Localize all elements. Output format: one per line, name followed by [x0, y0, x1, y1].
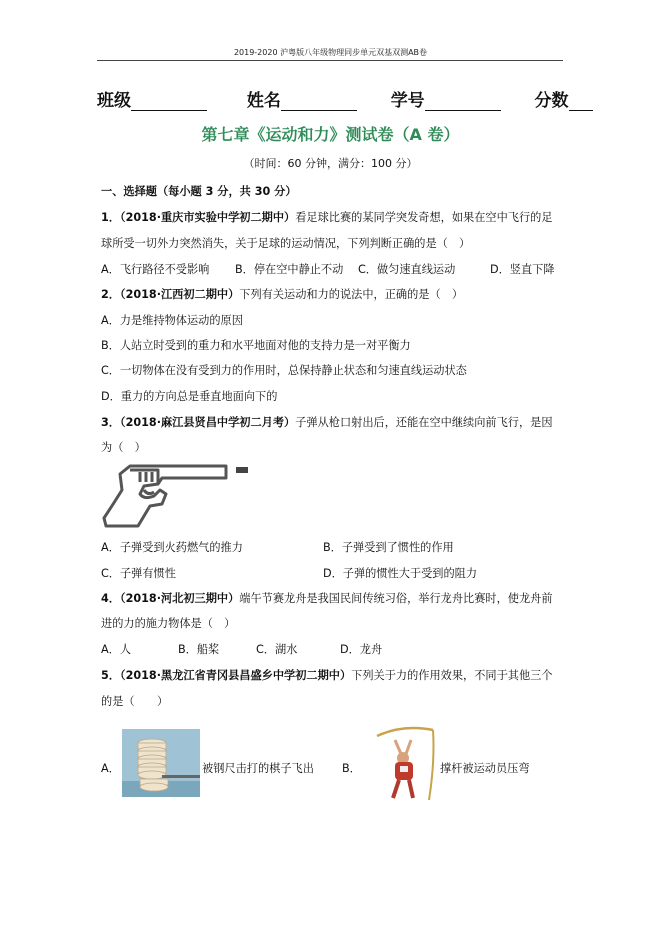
q4-option-a: A．人	[101, 643, 132, 656]
question-1-line1	[101, 209, 553, 225]
question-3-line1	[101, 414, 553, 430]
q5-option-b-text: 撑杆被运动员压弯	[440, 762, 530, 775]
question-1-line2: 球所受一切外力突然消失，关于足球的运动情况，下列判断正确的是（ ）	[101, 237, 471, 250]
q2-source: （2018·江西初二期中）	[119, 288, 240, 301]
q5-text1: 下列关于力的作用效果，不同于其他三个	[351, 669, 553, 682]
question-2-line1	[101, 286, 463, 302]
question-4-line1	[101, 590, 553, 606]
id-label: 学号	[390, 91, 425, 111]
q5-source: （2018·黑龙江省青冈县昌盛乡中学初二期中）	[119, 669, 352, 682]
q2-number: 2．	[101, 288, 120, 301]
q1-text1: 看足球比赛的某同学突发奇想，如果在空中飞行的足	[295, 211, 553, 224]
question-5-line2: 的是（ ）	[101, 695, 169, 708]
q2-option-a: A．力是维持物体运动的原因	[101, 314, 243, 327]
q2-option-b: B．人站立时受到的重力和水平地面对他的支持力是一对平衡力	[101, 339, 411, 352]
q4-number: 4．	[101, 592, 120, 605]
q5-option-b-letter: B．	[342, 762, 361, 775]
student-info-fields	[97, 86, 593, 111]
score-label: 分数	[534, 91, 569, 111]
q1-option-a: A．飞行路径不受影响	[101, 263, 210, 276]
q2-text1: 下列有关运动和力的说法中，正确的是（ ）	[239, 288, 464, 301]
q5-number: 5．	[101, 669, 120, 682]
section-heading: 一、选择题（每小题 3 分，共 30 分）	[101, 185, 297, 198]
class-blank	[131, 92, 207, 111]
q3-text1: 子弹从枪口射出后，还能在空中继续向前飞行，是因	[295, 416, 553, 429]
exam-subtitle: （时间：60 分钟，满分：100 分）	[243, 157, 418, 170]
chess-pieces-photo	[122, 729, 200, 797]
exam-title: 第七章《运动和力》测试卷（A 卷）	[201, 125, 460, 144]
question-3-line2: 为（ ）	[101, 441, 146, 454]
score-blank	[569, 92, 593, 111]
q5-option-a-text: 被钢尺击打的棋子飞出	[202, 762, 314, 775]
q2-option-d: D．重力的方向总是垂直地面向下的	[101, 390, 278, 403]
q3-option-a: A．子弹受到火药燃气的推力	[101, 541, 243, 554]
q3-source: （2018·麻江县贤昌中学初二月考）	[119, 416, 296, 429]
q4-option-c: C．湖水	[256, 643, 298, 656]
name-label: 姓名	[246, 91, 281, 111]
class-label: 班级	[97, 91, 131, 111]
steel-ruler	[162, 775, 200, 778]
q4-text1: 端午节赛龙舟是我国民间传统习俗，举行龙舟比赛时，使龙舟前	[239, 592, 553, 605]
q3-number: 3．	[101, 416, 120, 429]
pole-vaulter-photo	[373, 722, 437, 804]
page-header: 2019-2020 沪粤版八年级物理同步单元双基双测AB卷	[233, 48, 428, 57]
bullet-mark	[236, 467, 248, 473]
name-blank	[281, 92, 357, 111]
question-4-line2: 进的力的施力物体是（ ）	[101, 617, 236, 630]
q1-option-d: D．竖直下降	[490, 263, 555, 276]
q1-source: （2018·重庆市实验中学初二期中）	[119, 211, 296, 224]
id-blank	[425, 92, 501, 111]
q3-option-d: D．子弹的惯性大于受到的阻力	[323, 567, 478, 580]
question-5-line1	[101, 667, 553, 683]
q1-number: 1．	[101, 211, 120, 224]
q4-source: （2018·河北初三期中）	[119, 592, 240, 605]
q4-option-b: B．船桨	[178, 643, 220, 656]
revolver-illustration	[100, 460, 250, 532]
q1-option-c: C．做匀速直线运动	[358, 263, 456, 276]
header-divider	[97, 60, 563, 61]
q4-option-d: D．龙舟	[340, 643, 383, 656]
q3-option-b: B．子弹受到了惯性的作用	[323, 541, 454, 554]
q1-option-b: B．停在空中静止不动	[235, 263, 344, 276]
q2-option-c: C．一切物体在没有受到力的作用时，总保持静止状态和匀速直线运动状态	[101, 364, 467, 377]
q5-option-a-letter: A．	[101, 762, 120, 775]
q3-option-c: C．子弹有惯性	[101, 567, 176, 580]
